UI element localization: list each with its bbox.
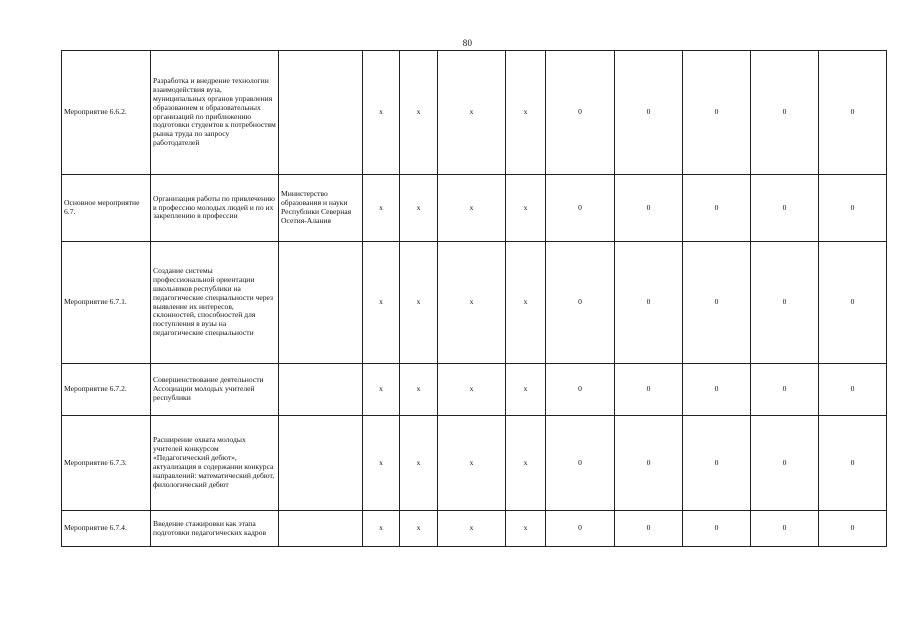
- value-cell: х: [506, 175, 546, 242]
- value-cell: 0: [546, 416, 615, 511]
- value-cell: х: [400, 51, 438, 175]
- value-cell: х: [363, 416, 400, 511]
- table-body: [62, 51, 887, 547]
- value-cell: 0: [683, 175, 751, 242]
- event-code-cell: Мероприятие 6.7.2.: [62, 364, 151, 416]
- event-code-cell: Основное мероприятие 6.7.: [62, 175, 151, 242]
- value-cell: 0: [819, 242, 887, 364]
- value-cell: 0: [615, 242, 683, 364]
- table-row: [62, 51, 887, 175]
- value-cell: 0: [683, 51, 751, 175]
- responsible-cell: [279, 416, 363, 511]
- value-cell: 0: [615, 51, 683, 175]
- value-cell: 0: [751, 416, 819, 511]
- value-cell: х: [438, 511, 506, 547]
- value-cell: х: [438, 416, 506, 511]
- value-cell: 0: [819, 175, 887, 242]
- table-row: [62, 416, 887, 511]
- value-cell: 0: [683, 416, 751, 511]
- event-code-cell: Мероприятие 6.6.2.: [62, 51, 151, 175]
- value-cell: 0: [751, 364, 819, 416]
- responsible-cell: [279, 242, 363, 364]
- value-cell: 0: [819, 364, 887, 416]
- responsible-cell: Министерство образования и науки Республики Северная Осетия-Алания: [279, 175, 363, 242]
- value-cell: х: [506, 364, 546, 416]
- event-code-cell: Мероприятие 6.7.1.: [62, 242, 151, 364]
- responsible-cell: [279, 511, 363, 547]
- value-cell: х: [438, 364, 506, 416]
- value-cell: х: [363, 175, 400, 242]
- value-cell: х: [363, 51, 400, 175]
- value-cell: 0: [615, 175, 683, 242]
- value-cell: х: [506, 51, 546, 175]
- event-name-cell: Введение стажировки как этапа подготовки педагогических кадров: [151, 511, 279, 547]
- value-cell: 0: [819, 511, 887, 547]
- value-cell: 0: [819, 416, 887, 511]
- value-cell: х: [506, 511, 546, 547]
- event-name-cell: Организация работы по привлечению в профессию молодых людей и по их закреплению в профессии: [151, 175, 279, 242]
- event-code-cell: Мероприятие 6.7.4.: [62, 511, 151, 547]
- value-cell: 0: [751, 175, 819, 242]
- event-name-cell: Разработка и внедрение технологии взаимодействия вуза, муниципальных органов управления образованием и образовательных организаций по приближению подготовки студентов к потребностям рынка труда по запросу работодателей: [151, 51, 279, 175]
- value-cell: 0: [546, 51, 615, 175]
- value-cell: х: [400, 511, 438, 547]
- value-cell: 0: [751, 511, 819, 547]
- value-cell: х: [363, 364, 400, 416]
- page-number: 80: [462, 38, 473, 48]
- value-cell: х: [400, 175, 438, 242]
- value-cell: х: [363, 242, 400, 364]
- value-cell: 0: [751, 242, 819, 364]
- value-cell: х: [438, 175, 506, 242]
- value-cell: х: [438, 51, 506, 175]
- value-cell: 0: [546, 364, 615, 416]
- event-name-cell: Расширение охвата молодых учителей конкурсом «Педагогический дебют», актуализация в содержании конкурса направлений: математический дебют, филологический дебют: [151, 416, 279, 511]
- event-name-cell: Создание системы профессиональной ориентации школьников республики на педагогические специальности через выявление их интересов, склонностей, способностей для поступления в вузы на педагогические специальности: [151, 242, 279, 364]
- value-cell: 0: [546, 175, 615, 242]
- table-row: [62, 175, 887, 242]
- responsible-cell: [279, 364, 363, 416]
- responsible-cell: [279, 51, 363, 175]
- value-cell: х: [400, 364, 438, 416]
- table-row: [62, 511, 887, 547]
- event-name-cell: Совершенствование деятельности Ассоциации молодых учителей республики: [151, 364, 279, 416]
- value-cell: 0: [615, 416, 683, 511]
- value-cell: 0: [751, 51, 819, 175]
- value-cell: 0: [615, 364, 683, 416]
- table-row: [62, 242, 887, 364]
- program-table: [61, 50, 887, 547]
- value-cell: х: [400, 416, 438, 511]
- value-cell: х: [363, 511, 400, 547]
- value-cell: х: [438, 242, 506, 364]
- value-cell: 0: [683, 242, 751, 364]
- value-cell: 0: [546, 511, 615, 547]
- value-cell: 0: [615, 511, 683, 547]
- value-cell: х: [400, 242, 438, 364]
- value-cell: 0: [546, 242, 615, 364]
- value-cell: 0: [819, 51, 887, 175]
- value-cell: 0: [683, 364, 751, 416]
- event-code-cell: Мероприятие 6.7.3.: [62, 416, 151, 511]
- value-cell: х: [506, 416, 546, 511]
- value-cell: 0: [683, 511, 751, 547]
- table-row: [62, 364, 887, 416]
- value-cell: х: [506, 242, 546, 364]
